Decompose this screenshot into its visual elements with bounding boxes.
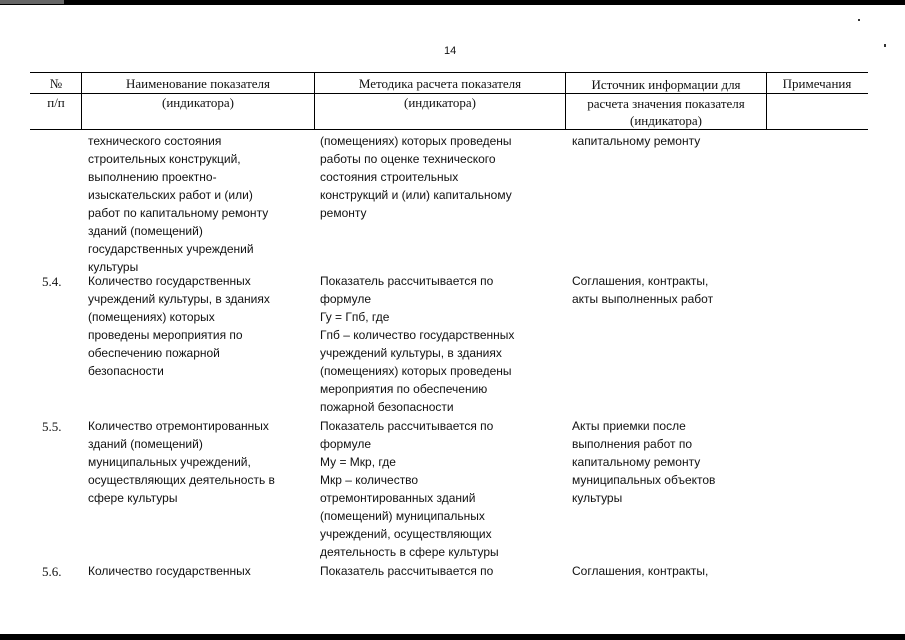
cell-line: выполнения работ по [572, 437, 693, 451]
table-row-source [572, 132, 700, 150]
header-text: (индикатора) [630, 113, 702, 128]
formula-line: Му = Мкр, где [320, 455, 396, 469]
header-bottom-border [30, 129, 868, 130]
row-number: 5.5. [42, 419, 62, 434]
cell-line: культуры [572, 491, 623, 505]
cell-line: акты выполненных работ [572, 292, 714, 306]
table-row-method [320, 562, 493, 580]
table-top-border [30, 72, 868, 73]
header-text: № [49, 76, 63, 91]
cell-line: Акты приемки после [572, 419, 686, 433]
cell-line: работы по оценке технического [320, 152, 496, 166]
table-row-method [320, 417, 499, 561]
cell-line: Показатель рассчитывается по [320, 419, 494, 433]
cell-line: муниципальных учреждений, [88, 455, 251, 469]
cell-line: Соглашения, контракты, [572, 274, 709, 288]
table-row-source [572, 272, 713, 308]
cell-line: осуществляющих деятельность в [88, 473, 275, 487]
cell-line: Соглашения, контракты, [572, 564, 709, 578]
header-text: (индикатора) [162, 95, 234, 110]
cell-line: пожарной безопасности [320, 400, 454, 414]
table-row-source [572, 562, 708, 580]
cell-line: мероприятия по обеспечению [320, 382, 488, 396]
top-scan-border [0, 0, 905, 5]
cell-line: учреждений, осуществляющих [320, 527, 492, 541]
header-text: п/п [47, 95, 65, 110]
formula-line: Гу = Гпб, где [320, 310, 390, 324]
header-text: расчета значения показателя [587, 96, 745, 111]
cell-line: проведены мероприятия по [88, 328, 243, 342]
cell-line: капитальному ремонту [572, 455, 701, 469]
cell-line: Количество государственных [88, 274, 251, 288]
cell-line: Показатель рассчитывается по [320, 274, 494, 288]
cell-line: Количество отремонтированных [88, 419, 269, 433]
scan-speck [858, 19, 860, 21]
table-row-name [88, 417, 275, 507]
cell-line: изыскательских работ и (или) [88, 188, 253, 202]
header-notes [767, 76, 867, 92]
header-num [30, 76, 82, 111]
cell-line: культуры [88, 260, 139, 274]
cell-line: ремонту [320, 206, 367, 220]
cell-line: Гпб – количество государственных [320, 328, 515, 342]
cell-line: (помещениях) которых проведены [320, 134, 512, 148]
cell-line: обеспечению пожарной [88, 346, 220, 360]
row-number: 5.6. [42, 564, 62, 579]
cell-line: (помещениях) которых проведены [320, 364, 512, 378]
top-scan-tab [0, 0, 64, 4]
cell-line: (помещений) муниципальных [320, 509, 485, 523]
cell-line: выполнению проектно- [88, 170, 217, 184]
cell-line: капитальному ремонту [572, 134, 701, 148]
table-row-name [88, 562, 251, 580]
table-row-method [320, 132, 512, 222]
cell-line: муниципальных объектов [572, 473, 716, 487]
cell-line: строительных конструкций, [88, 152, 241, 166]
cell-line: работ по капитальному ремонту [88, 206, 269, 220]
cell-line: государственных учреждений [88, 242, 254, 256]
table-row-name [88, 272, 270, 380]
cell-line: формуле [320, 437, 372, 451]
scan-speck [884, 44, 886, 47]
table-row-source [572, 417, 715, 507]
header-method [315, 76, 565, 111]
cell-line: состояния строительных [320, 170, 459, 184]
cell-line: Количество государственных [88, 564, 251, 578]
table-row-name [88, 132, 268, 276]
cell-line: зданий (помещений) [88, 437, 203, 451]
cell-line: Мкр – количество [320, 473, 419, 487]
cell-line: конструкций и (или) капитальному [320, 188, 512, 202]
cell-line: безопасности [88, 364, 164, 378]
cell-line: (помещениях) которых [88, 310, 215, 324]
cell-line: формуле [320, 292, 372, 306]
bottom-scan-border [0, 634, 905, 640]
cell-line: сфере культуры [88, 491, 178, 505]
cell-line: зданий (помещений) [88, 224, 203, 238]
cell-line: учреждений культуры, в зданиях [320, 346, 502, 360]
header-text: Источник информации для [591, 77, 741, 92]
header-source [566, 76, 766, 129]
cell-line: отремонтированных зданий [320, 491, 476, 505]
header-text: Методика расчета показателя [358, 76, 522, 91]
cell-line: учреждений культуры, в зданиях [88, 292, 270, 306]
table-row-method [320, 272, 514, 416]
header-text: (индикатора) [404, 95, 476, 110]
header-text: Наименование показателя [125, 76, 271, 91]
header-name [82, 76, 314, 111]
cell-line: деятельность в сфере культуры [320, 545, 499, 559]
header-text: Примечания [782, 76, 852, 91]
row-number: 5.4. [42, 274, 62, 289]
cell-line: технического состояния [88, 134, 222, 148]
cell-line: Показатель рассчитывается по [320, 564, 494, 578]
page-number: 14 [444, 45, 457, 57]
